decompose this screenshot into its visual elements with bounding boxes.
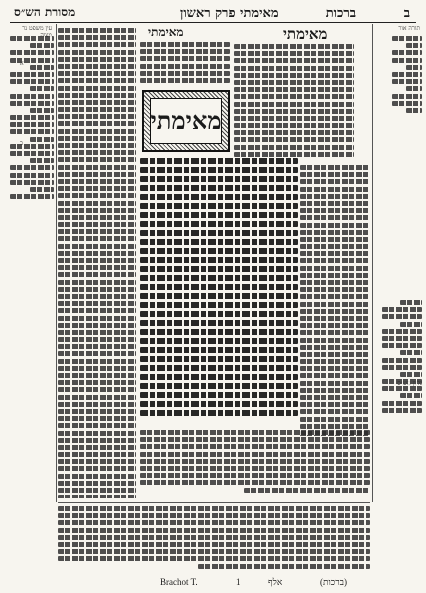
footer-number: 1 <box>236 577 241 587</box>
title-word: מאימתי <box>150 98 222 144</box>
title-frame <box>142 90 230 152</box>
footer-book: Brachot T. <box>160 577 198 587</box>
tosafot-column <box>58 28 136 498</box>
gemara-main-text <box>140 158 298 426</box>
tosafot-top-block <box>140 42 230 86</box>
page-footer <box>0 577 426 591</box>
footer-hebrew-page: (ברכות) <box>320 577 347 587</box>
ein-mishpat-letter-a: א <box>20 60 24 67</box>
torah-or-column <box>382 300 422 450</box>
column-rule-right <box>372 24 373 502</box>
rashi-right-column <box>300 165 370 455</box>
bottom-divider <box>58 502 370 503</box>
chapter-title: מאימתי פרק ראשון <box>180 6 279 21</box>
tractate-title: ברכות <box>325 6 356 21</box>
rashi-lead-word: מאימתי <box>283 25 328 43</box>
running-header <box>10 4 416 23</box>
lower-commentary <box>140 430 370 500</box>
ein-mishpat-letter-b: ב <box>20 140 23 147</box>
masoret-column <box>392 36 422 126</box>
column-rule-left <box>56 24 57 502</box>
bottom-commentary <box>58 506 370 574</box>
ein-mishpat-label: עין משפט נר <box>22 25 52 32</box>
masoret-column-label: תורה אור <box>398 25 420 32</box>
page-letter: ב <box>403 6 410 21</box>
footer-hebrew-label: אלף <box>268 577 283 587</box>
rashi-top-block <box>234 44 354 164</box>
tosafot-lead-word: מאימתי <box>148 25 184 39</box>
ein-mishpat-column <box>10 36 54 206</box>
masoret-label: מסורת הש״ס <box>14 5 76 19</box>
